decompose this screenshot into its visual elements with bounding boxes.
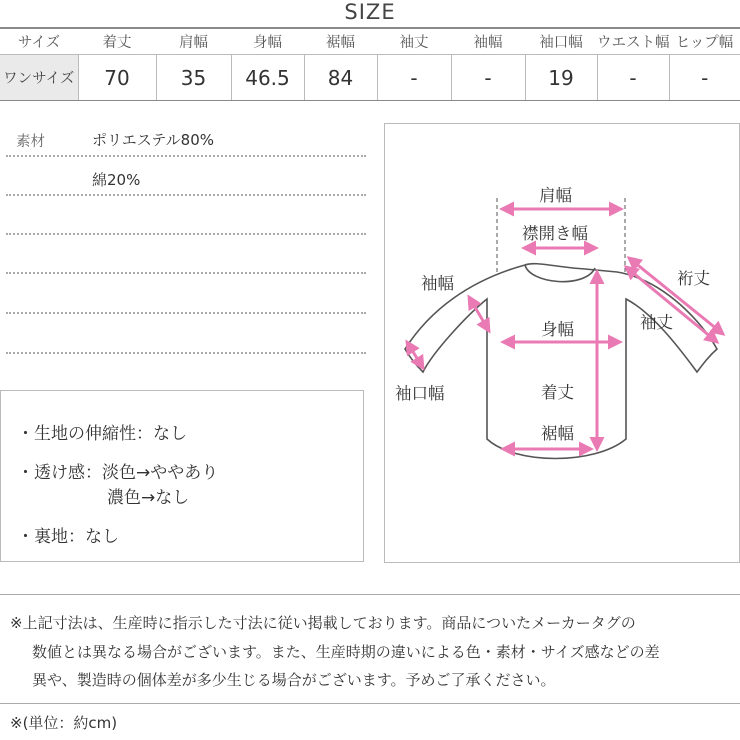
label-sleeve-width: 袖幅 [421, 274, 454, 293]
lining-text: ・裏地：なし [17, 527, 119, 547]
label-body-width: 身幅 [541, 320, 574, 339]
stretch-text: ・生地の伸縮性：なし [17, 424, 187, 444]
sleeve-width-arrow [469, 297, 489, 331]
note-line-3: 異や、製造時の個体差が多少生じる場合がございます。予めご了承ください。 [32, 671, 556, 689]
cell-waist: - [597, 55, 669, 101]
material-value-2: 綿20% [92, 171, 141, 189]
size-table-header-row [0, 28, 740, 55]
divider [6, 272, 366, 274]
divider [6, 194, 366, 196]
cell-shoulder: 35 [156, 55, 231, 101]
label-shoulder: 肩幅 [539, 186, 572, 205]
sheer-text-dark: 濃色→なし [107, 488, 190, 508]
cell-size: ワンサイズ [0, 55, 78, 101]
size-table [0, 27, 740, 101]
divider [6, 352, 366, 354]
material-value-1: ポリエステル80% [92, 131, 214, 149]
sheer-text: ・透け感：淡色→ややあり [17, 463, 219, 483]
header-size: サイズ [0, 28, 78, 55]
measurement-diagram [384, 123, 740, 563]
shirt-neckline [525, 265, 595, 282]
divider [6, 155, 366, 157]
cell-sleeve-length: - [377, 55, 451, 101]
cell-cuff: 19 [525, 55, 597, 101]
material-label: 素材 [16, 134, 45, 150]
label-cuff: 袖口幅 [395, 384, 445, 403]
cell-hem: 84 [304, 55, 377, 101]
label-hem: 裾幅 [541, 424, 574, 443]
header-hip: ヒップ幅 [669, 28, 740, 55]
divider [6, 233, 366, 235]
label-yuki: 裄丈 [677, 269, 710, 288]
label-neck: 襟開き幅 [522, 224, 588, 243]
header-sleeve-width: 袖幅 [451, 28, 525, 55]
table-row [0, 55, 740, 101]
header-waist: ウエスト幅 [597, 28, 669, 55]
cell-hip: - [669, 55, 740, 101]
divider [0, 703, 740, 704]
cell-length: 70 [78, 55, 156, 101]
cell-sleeve-width: - [451, 55, 525, 101]
header-sleeve-length: 袖丈 [377, 28, 451, 55]
header-body-width: 身幅 [231, 28, 304, 55]
header-cuff: 袖口幅 [525, 28, 597, 55]
cell-body-width: 46.5 [231, 55, 304, 101]
divider [6, 312, 366, 314]
unit-note: ※(単位：約cm) [10, 714, 118, 732]
divider [0, 594, 740, 595]
label-sleeve-length: 袖丈 [640, 313, 673, 332]
header-shoulder: 肩幅 [156, 28, 231, 55]
note-line-1: ※上記寸法は、生産時に指示した寸法に従い掲載しております。商品についたメーカータグの [10, 614, 636, 632]
label-length: 着丈 [541, 383, 574, 402]
page-title: SIZE [344, 0, 396, 24]
header-length: 着丈 [78, 28, 156, 55]
fabric-info-box [0, 390, 364, 562]
note-line-2: 数値とは異なる場合がございます。また、生産時期の違いによる色・素材・サイズ感などの差 [32, 643, 660, 661]
header-hem: 裾幅 [304, 28, 377, 55]
